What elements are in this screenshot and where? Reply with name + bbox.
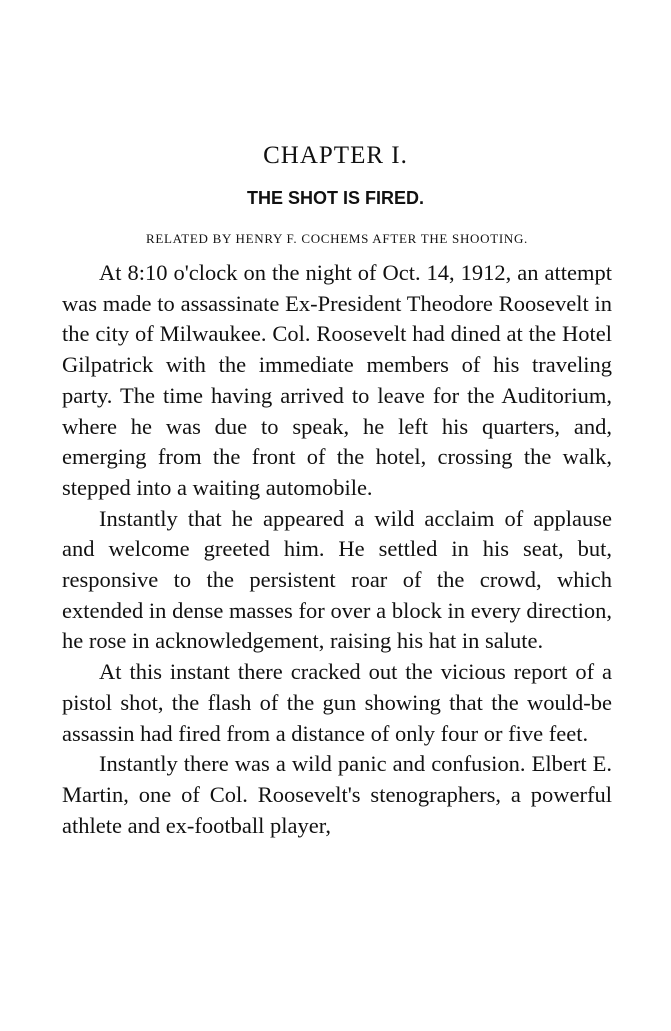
- body-paragraph: At 8:10 o'clock on the night of Oct. 14, 1912, an attempt was made to assassinate Ex-President Theodore Roosevelt in the city of Milwaukee. Col. Roosevelt had dined at the Hotel Gilpatrick with the immediate members of his traveling party. The time having arrived to leave for the Auditorium, where he was due to speak, he left his quarters, and, emerging from the front of the hotel, crossing the walk, stepped into a waiting automobile.: [62, 260, 612, 500]
- chapter-title: CHAPTER I.: [263, 142, 408, 169]
- chapter-body: [62, 258, 612, 841]
- body-paragraph: Instantly there was a wild panic and confusion. Elbert E. Martin, one of Col. Roosevelt's stenographers, a powerful athlete and ex-football player,: [62, 751, 612, 838]
- body-paragraph: Instantly that he appeared a wild acclaim of applause and welcome greeted him. He settled in his seat, but, responsive to the persistent roar of the crowd, which extended in dense masses for over a block in every direction, he rose in acknowledgement, raising his hat in salute.: [62, 505, 612, 654]
- chapter-byline: RELATED BY HENRY F. COCHEMS AFTER THE SHOOTING.: [145, 231, 529, 246]
- chapter-subtitle: THE SHOT IS FIRED.: [246, 188, 424, 208]
- body-paragraph: At this instant there cracked out the vicious report of a pistol shot, the flash of the gun showing that the would-be assassin had fired from a distance of only four or five feet.: [62, 659, 612, 746]
